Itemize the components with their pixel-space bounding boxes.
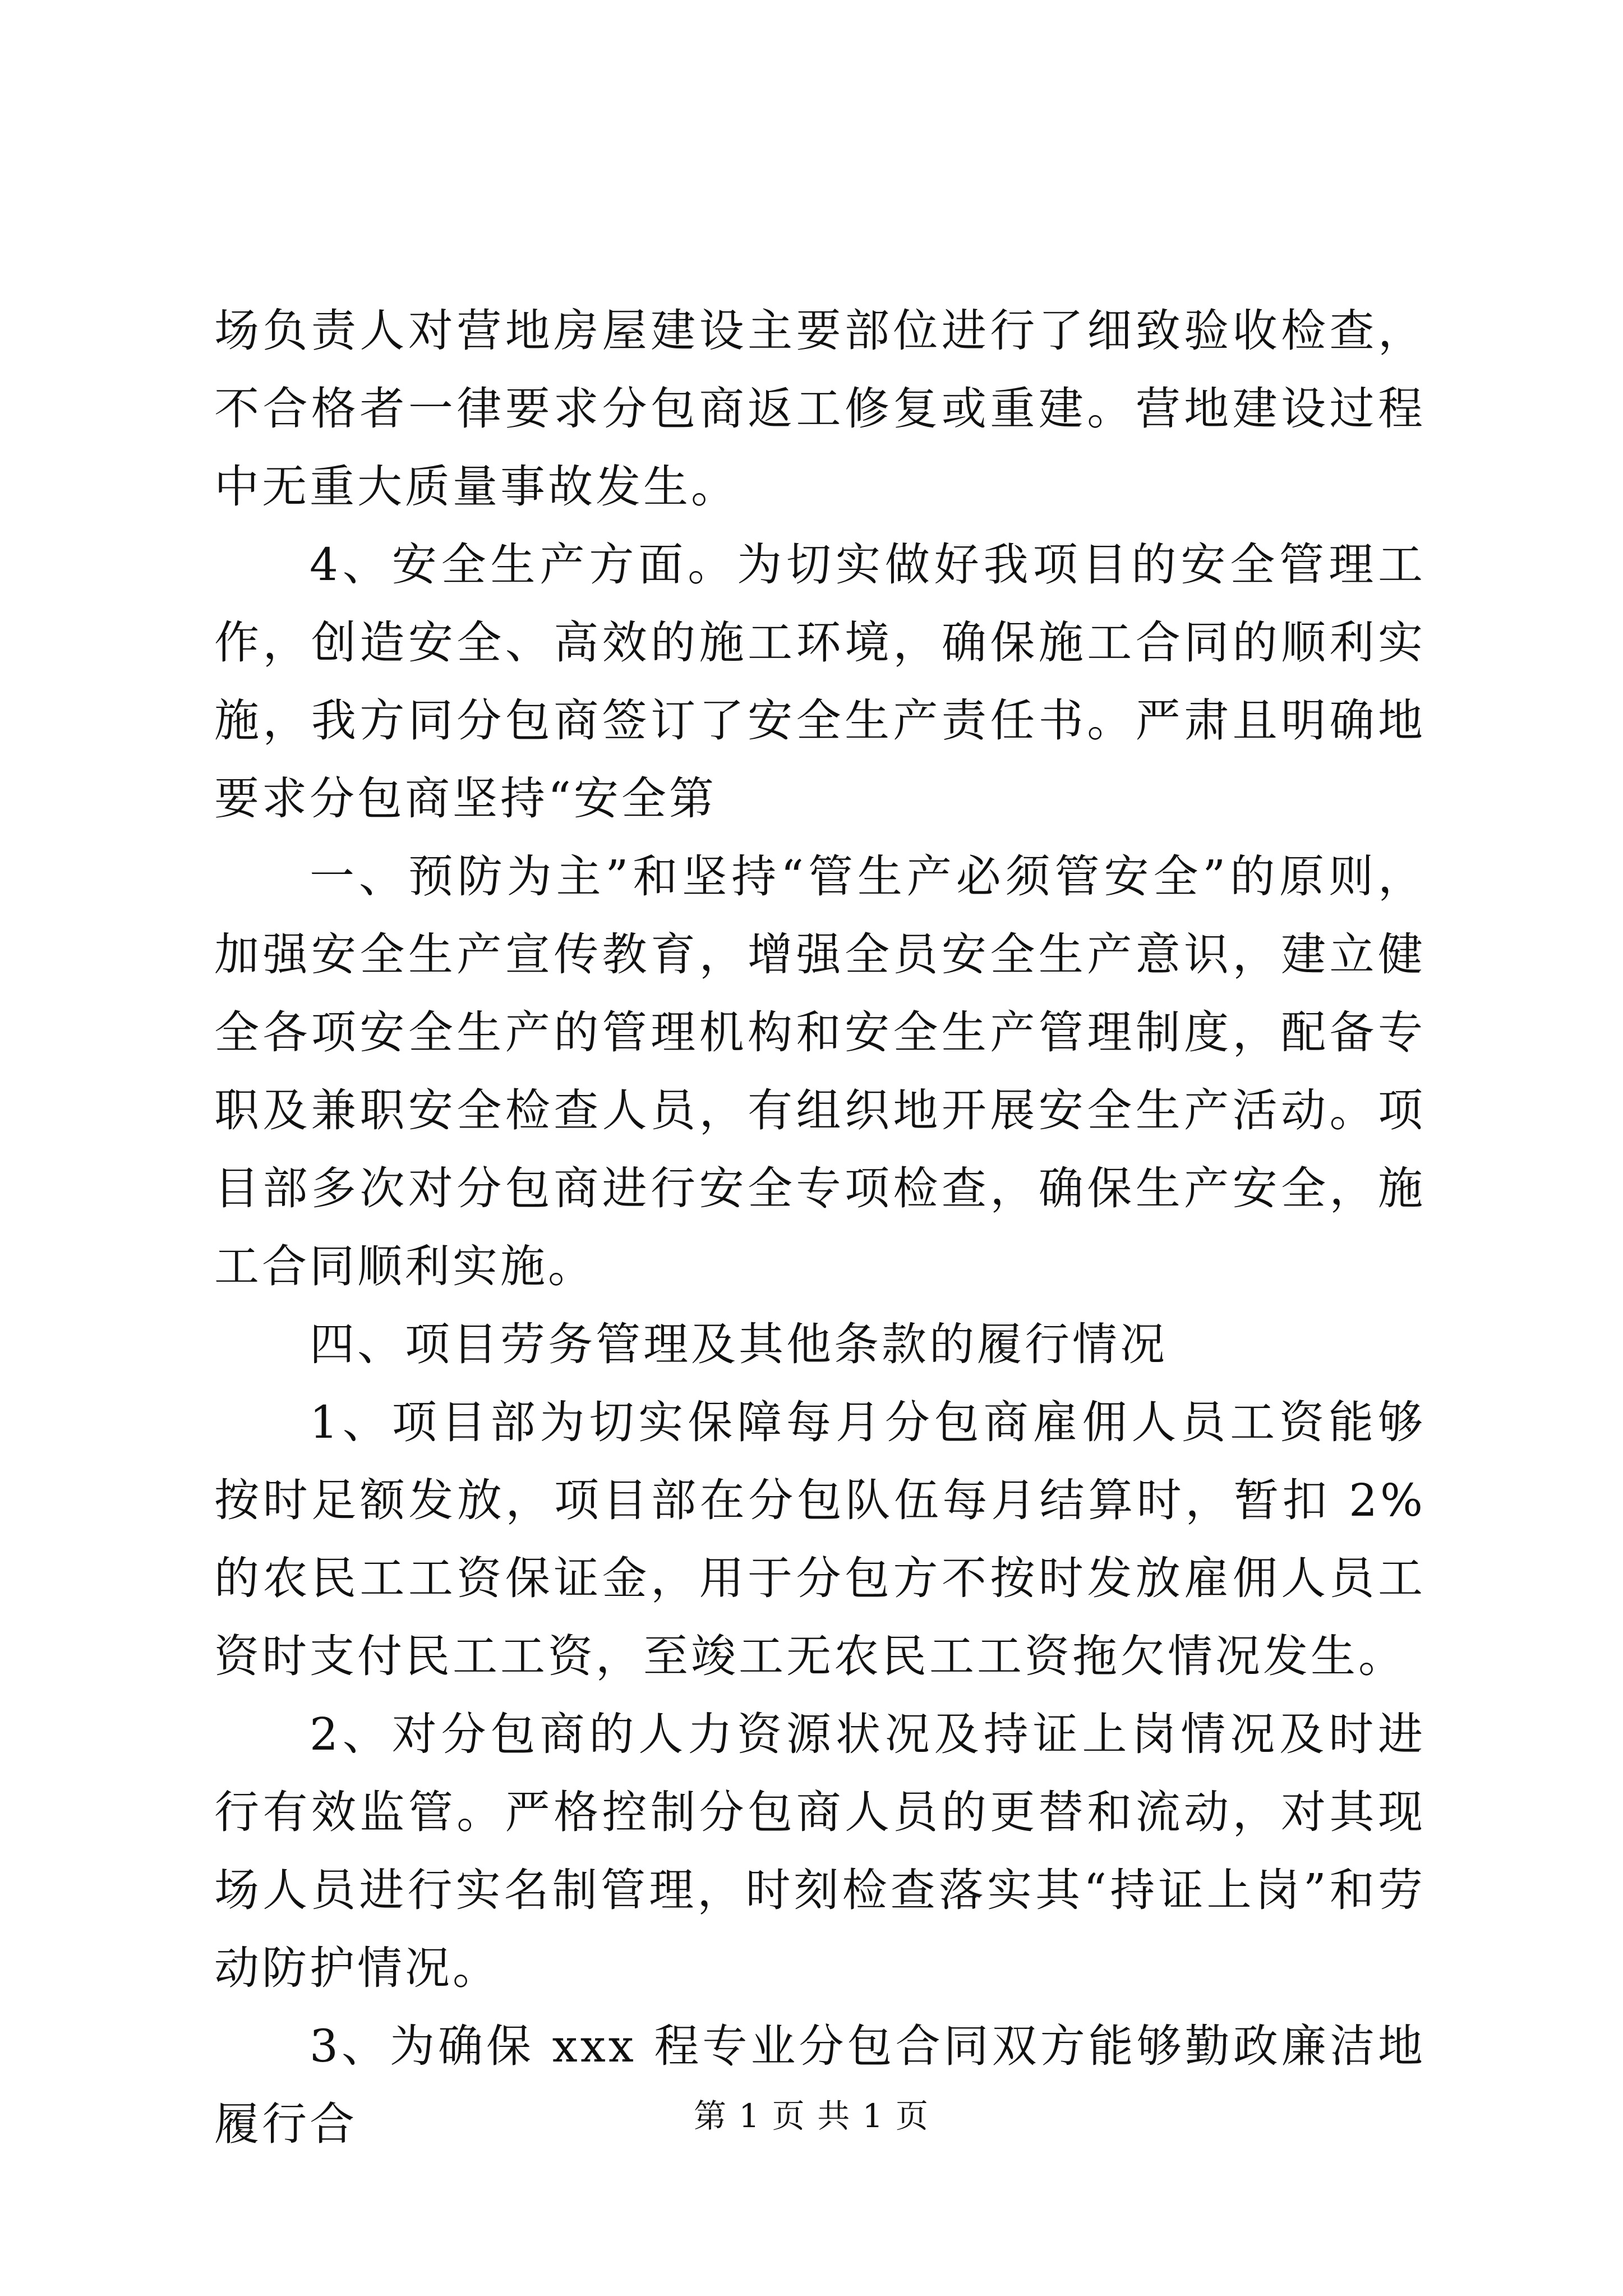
- section-heading-labor-management: 四、项目劳务管理及其他条款的履行情况: [310, 1318, 1168, 1370]
- paragraph-personnel-supervision: 2、对分包商的人力资源状况及持证上岗情况及时进行有效监管。严格控制分包商人员的更替和流动，对其现场人员进行实名制管理，时刻检查落实其“持证上岗”和劳动防护情况。: [214, 1708, 1426, 1994]
- page-footer: 第 1 页 共 1 页: [694, 2097, 929, 2135]
- paragraph-wage-guarantee: 1、项目部为切实保障每月分包商雇佣人员工资能够按时足额发放，项目部在分包队伍每月结算时，暂扣 2%的农民工工资保证金，用于分包方不按时发放雇佣人员工资时支付民工工资，至竣工无农民工工资拖欠情况发生。: [214, 1396, 1426, 1682]
- paragraph-camp-inspection: 场负责人对营地房屋建设主要部位进行了细致验收检查，不合格者一律要求分包商返工修复或重建。营地建设过程中无重大质量事故发生。: [214, 305, 1426, 513]
- paragraph-safety-production: 4、安全生产方面。为切实做好我项目的安全管理工作，创造安全、高效的施工环境，确保施工合同的顺利实施，我方同分包商签订了安全生产责任书。严肃且明确地要求分包商坚持“安全第: [214, 539, 1426, 825]
- paragraph-integrity-contract: 3、为确保 xxx 程专业分包合同双方能够勤政廉洁地履行合: [214, 2020, 1426, 2150]
- document-body: [214, 292, 1426, 2163]
- paragraph-prevention-principle: 一、预防为主”和坚持“管生产必须管安全”的原则，加强安全生产宣传教育，增强全员安全生产意识，建立健全各项安全生产的管理机构和安全生产管理制度，配备专职及兼职安全检查人员，有组织地开展安全生产活动。项目部多次对分包商进行安全专项检查，确保生产安全，施工合同顺利实施。: [214, 850, 1426, 1292]
